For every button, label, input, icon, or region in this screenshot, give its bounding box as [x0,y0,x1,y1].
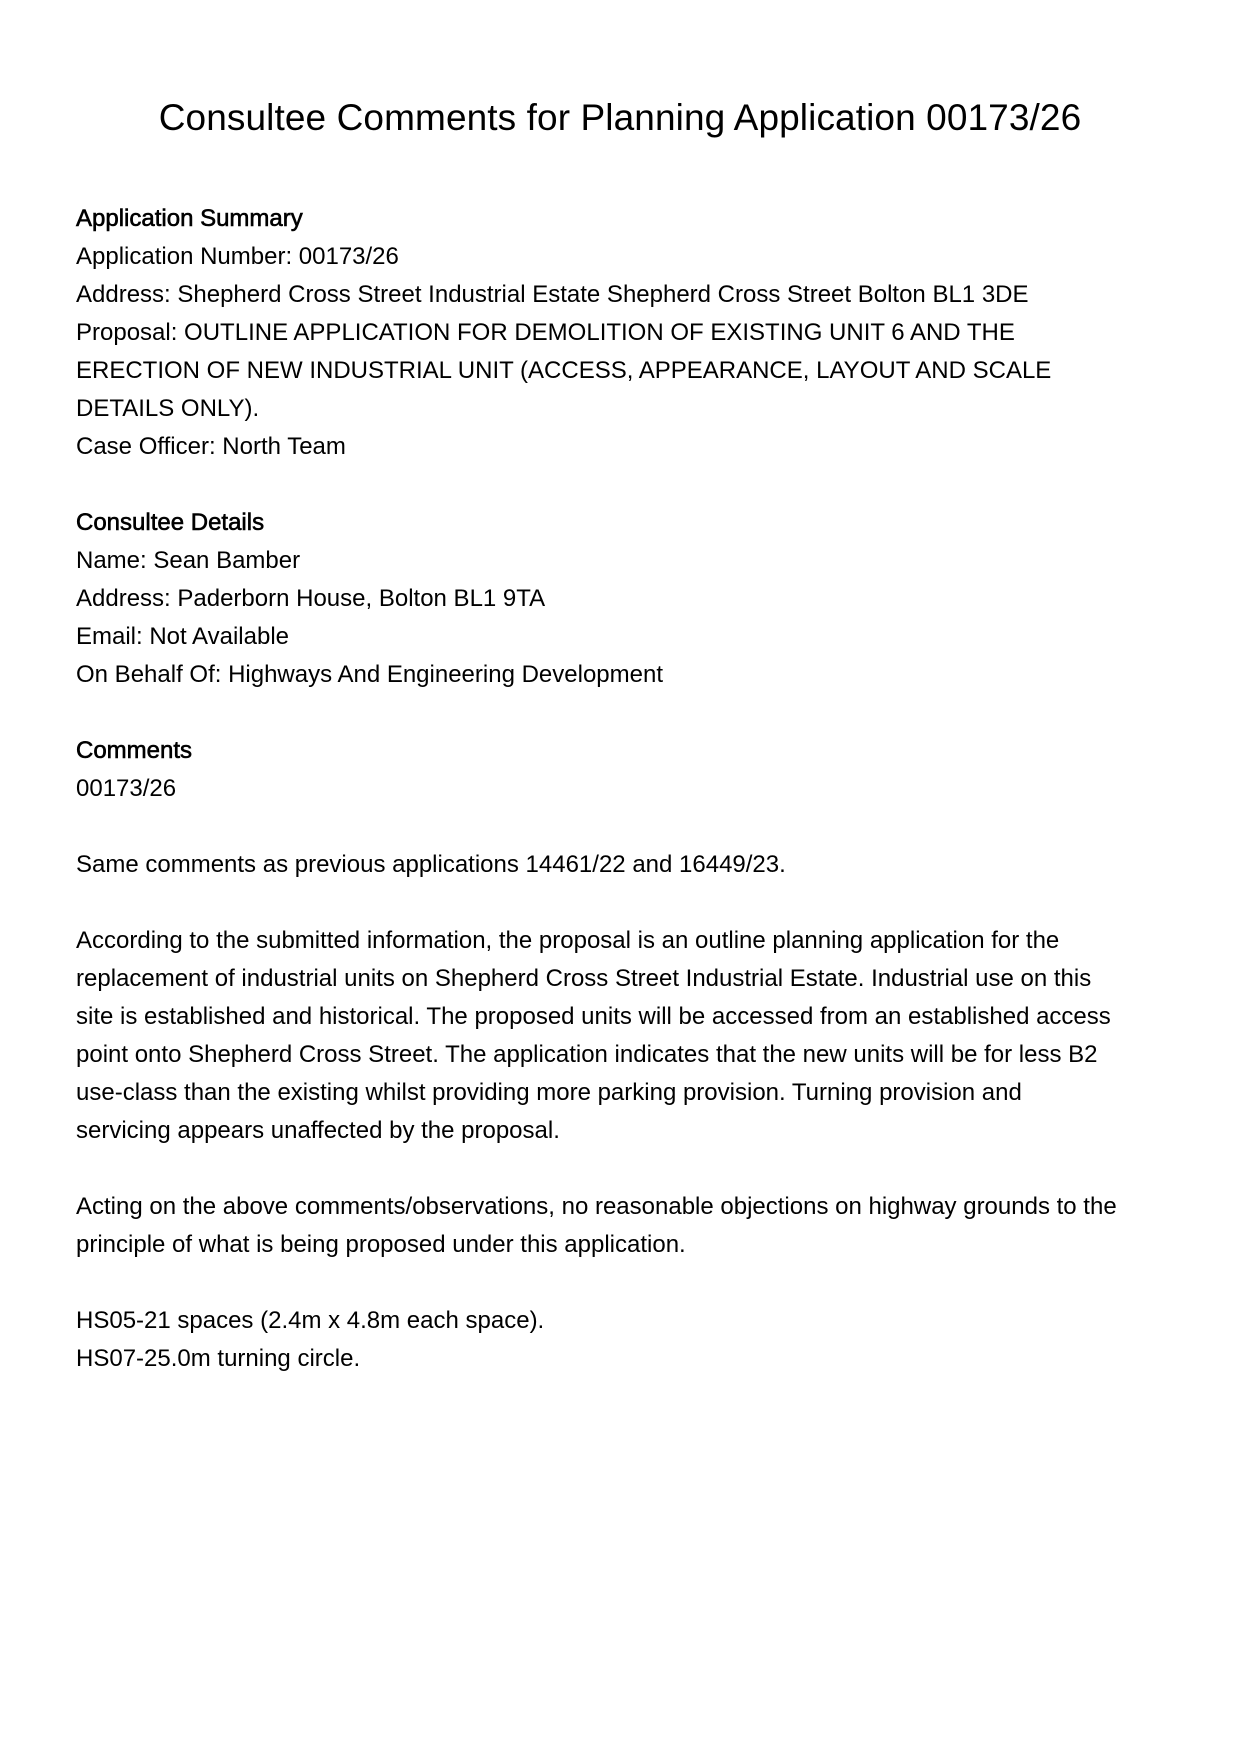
consultee-email: Email: Not Available [76,623,289,650]
spacer [76,808,1186,846]
application-summary-heading: Application Summary [76,205,303,232]
spacer [76,1264,1186,1302]
case-officer: Case Officer: North Team [76,433,346,460]
application-number: Application Number: 00173/26 [76,243,399,270]
application-address: Address: Shepherd Cross Street Industrial Estate Shepherd Cross Street Bolton BL1 3DE [76,281,1029,308]
comments-section [76,732,1186,1378]
paragraph-line: use-class than the existing whilst providing more parking provision. Turning provision and [76,1079,1022,1106]
proposal-line-2: ERECTION OF NEW INDUSTRIAL UNIT (ACCESS, APPEARANCE, LAYOUT AND SCALE [76,357,1052,384]
paragraph-line: site is established and historical. The proposed units will be accessed from an established access [76,1003,1111,1030]
spacer [76,1150,1186,1188]
comments-paragraph-2 [76,922,1186,1150]
spacer [76,884,1186,922]
document-body [76,200,1186,1378]
comments-paragraph-3 [76,1188,1186,1264]
spacer [76,466,1186,504]
consultee-on-behalf-of: On Behalf Of: Highways And Engineering Development [76,661,664,688]
consultee-details-heading: Consultee Details [76,509,265,536]
spacer [76,694,1186,732]
proposal-line-3: DETAILS ONLY). [76,395,260,422]
condition-hs05: HS05-21 spaces (2.4m x 4.8m each space). [76,1307,545,1334]
consultee-address: Address: Paderborn House, Bolton BL1 9TA [76,585,546,612]
comments-paragraph-1: Same comments as previous applications 14461/22 and 16449/23. [76,851,786,878]
consultee-details-section [76,504,1186,694]
proposal-line-1: Proposal: OUTLINE APPLICATION FOR DEMOLITION OF EXISTING UNIT 6 AND THE [76,319,1015,346]
comments-reference: 00173/26 [76,775,177,802]
paragraph-line: replacement of industrial units on Shepherd Cross Street Industrial Estate. Industrial use on this [76,965,1092,992]
paragraph-line: point onto Shepherd Cross Street. The application indicates that the new units will be for less B2 [76,1041,1098,1068]
paragraph-line: Acting on the above comments/observations, no reasonable objections on highway grounds to the [76,1193,1117,1220]
paragraph-line: According to the submitted information, the proposal is an outline planning application for the [76,927,1060,954]
page-title: Consultee Comments for Planning Application 00173/26 [158,97,1082,138]
paragraph-line: principle of what is being proposed under this application. [76,1231,686,1258]
application-summary-section [76,200,1186,466]
comments-heading: Comments [76,737,193,764]
paragraph-line: servicing appears unaffected by the proposal. [76,1117,560,1144]
condition-hs07: HS07-25.0m turning circle. [76,1345,361,1372]
consultee-name: Name: Sean Bamber [76,547,301,574]
